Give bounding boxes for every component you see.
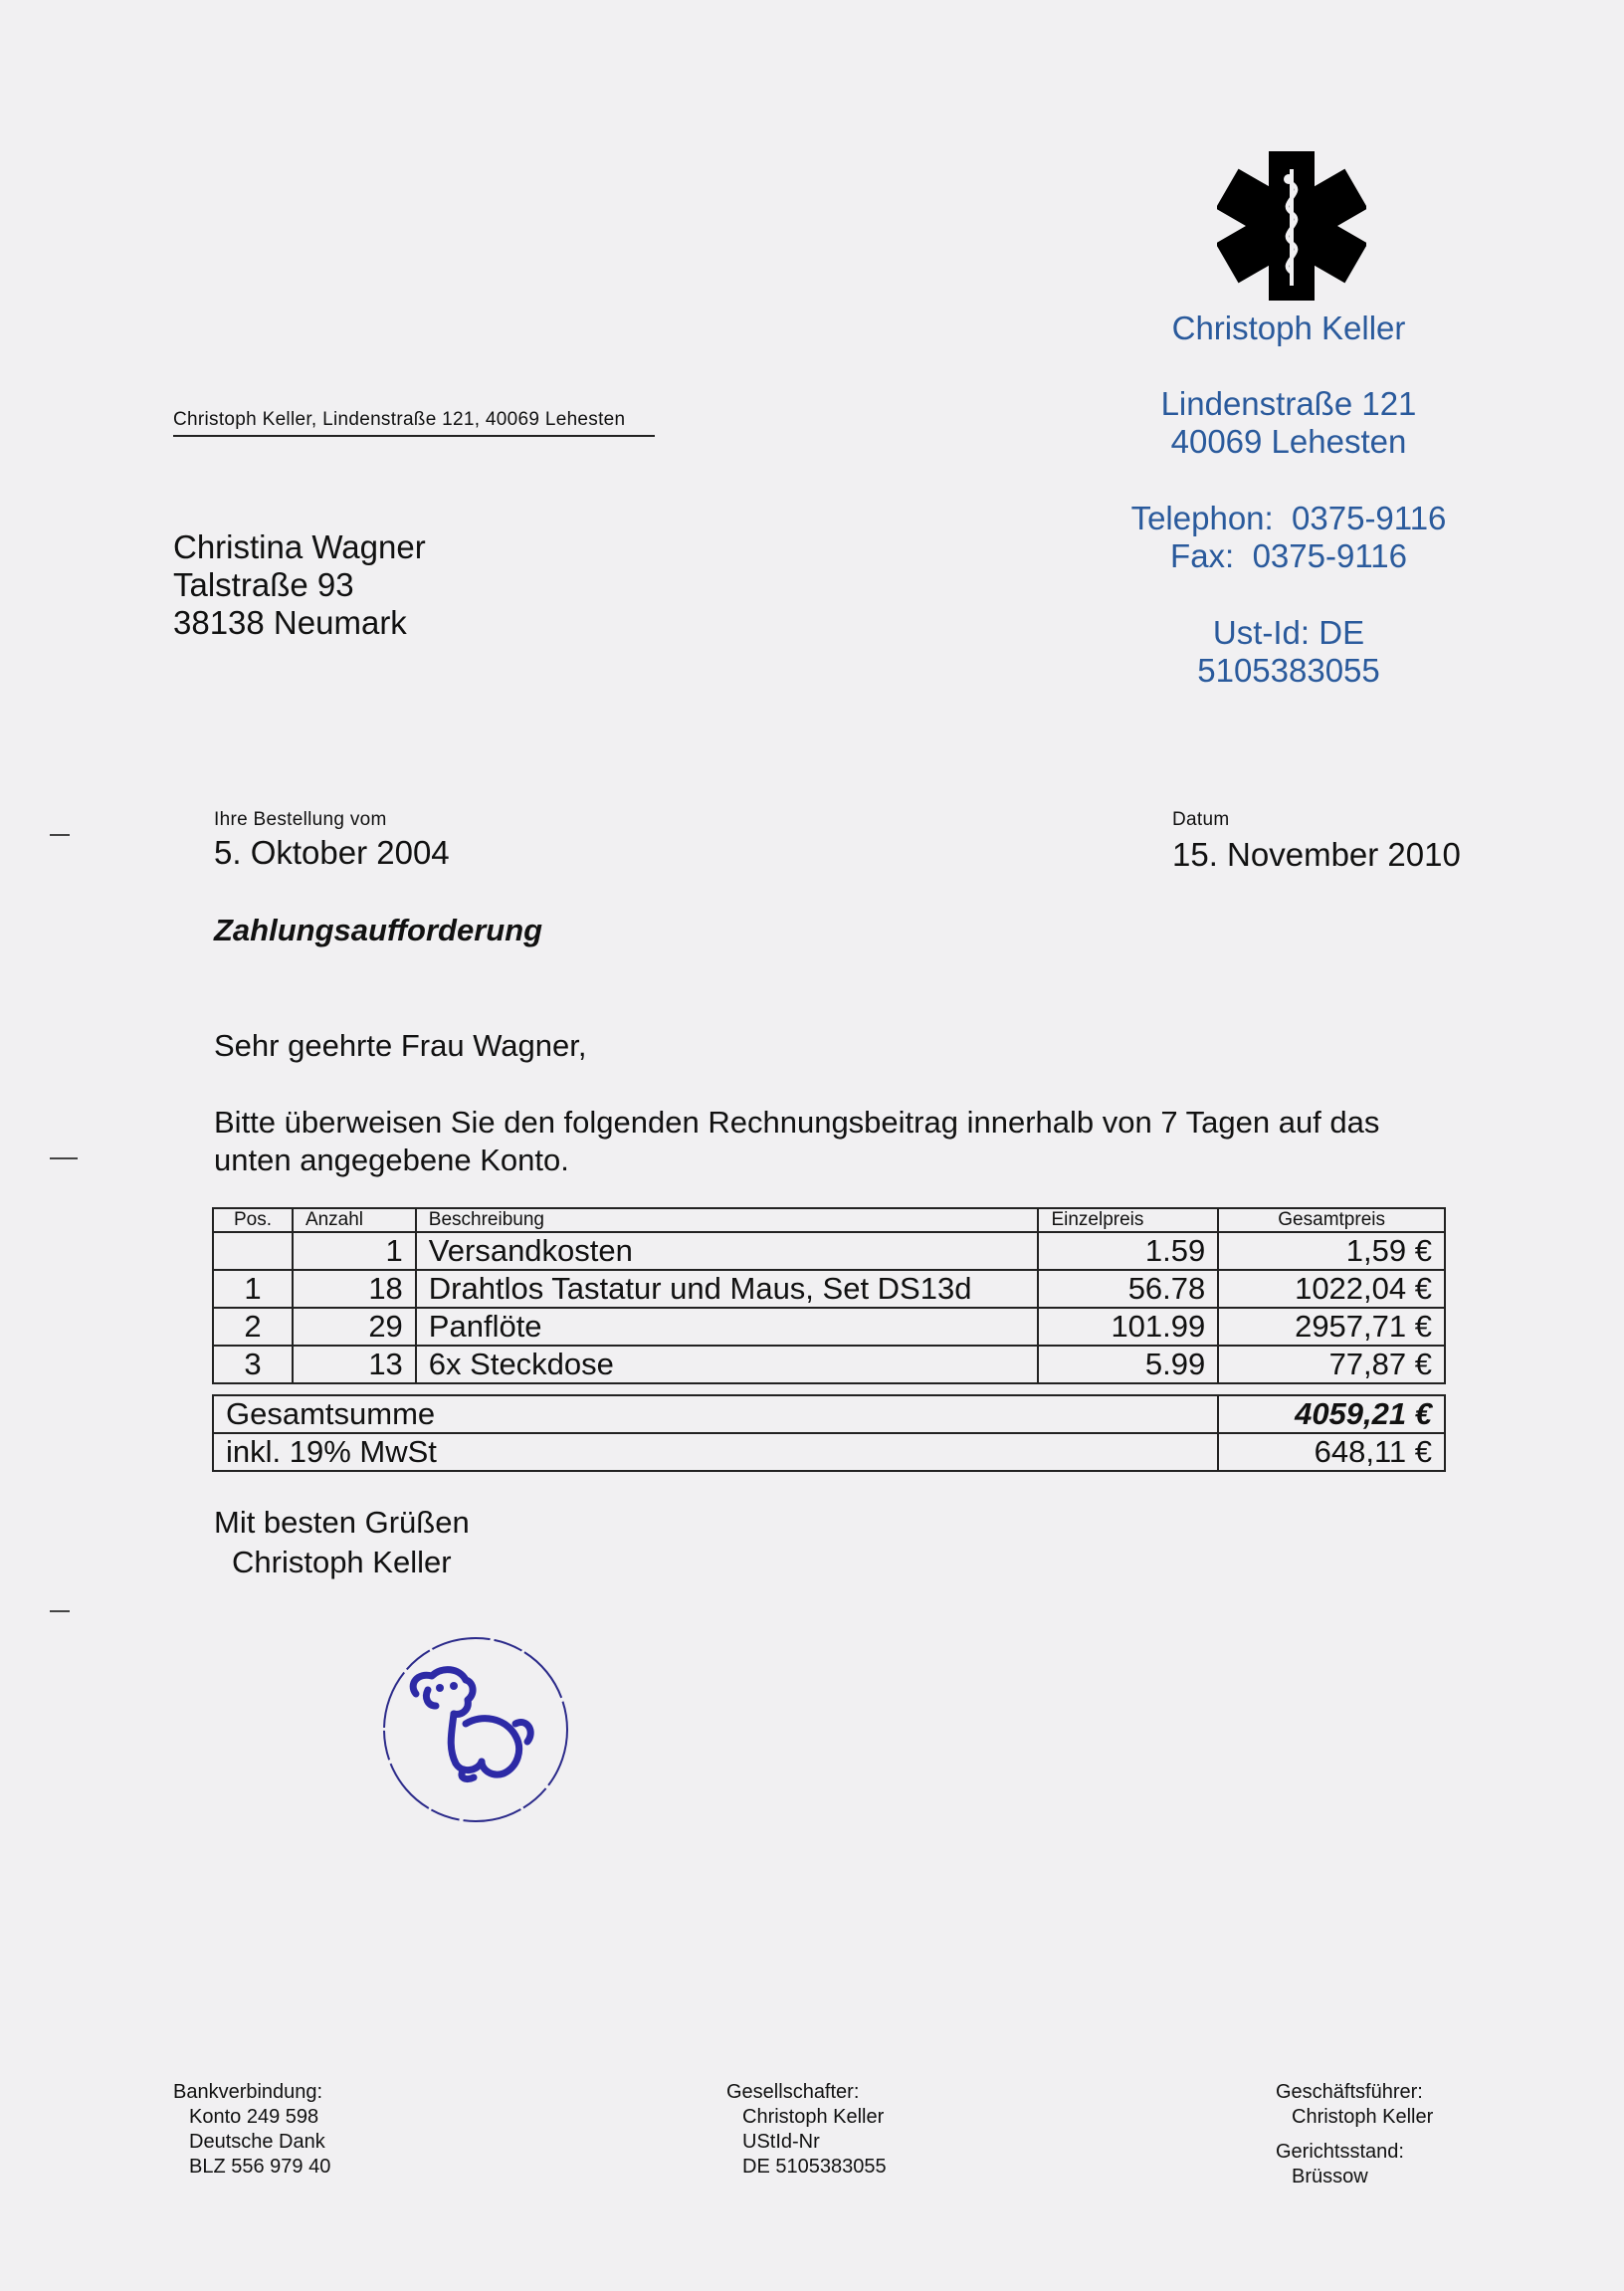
footer-partner-line: Christoph Keller — [742, 2106, 885, 2128]
cell-einzelpreis: 101.99 — [1038, 1308, 1218, 1346]
footer-bank — [173, 2080, 330, 2180]
table-row — [213, 1346, 1445, 1383]
cell-pos: 1 — [213, 1270, 293, 1308]
sender-return-address: Christoph Keller, Lindenstraße 121, 40069 Lehesten — [173, 409, 655, 437]
datum-value: 15. November 2010 — [1172, 836, 1461, 873]
table-row — [213, 1232, 1445, 1270]
letterhead-ustid-label: Ust-Id: DE — [1212, 614, 1365, 651]
letterhead-name: Christoph Keller — [1171, 310, 1406, 346]
recipient-address — [173, 528, 426, 642]
letterhead-phone: Telephon: 0375-9116 — [1130, 500, 1447, 536]
cell-anzahl: 29 — [293, 1308, 416, 1346]
footer-bank-line: Konto 249 598 — [189, 2106, 319, 2128]
body-line: Bitte überweisen Sie den folgenden Rechnungsbeitrag innerhalb von 7 Tagen auf das — [214, 1105, 1380, 1140]
header-pos: Pos. — [213, 1208, 293, 1232]
recipient-city: 38138 Neumark — [173, 604, 407, 641]
footer-partner-line: UStId-Nr — [742, 2131, 820, 2153]
salutation: Sehr geehrte Frau Wagner, — [214, 1028, 587, 1063]
footer-partner-title: Gesellschafter: — [726, 2081, 860, 2103]
cell-anzahl: 1 — [293, 1232, 416, 1270]
cell-beschreibung: Versandkosten — [416, 1232, 1039, 1270]
footer-bank-title: Bankverbindung: — [173, 2081, 323, 2103]
dog-stamp-icon — [378, 1632, 573, 1827]
letterhead-fax: Fax: 0375-9116 — [1170, 537, 1407, 574]
total-value: 4059,21 € — [1218, 1395, 1445, 1433]
order-date-label: Ihre Bestellung vom — [214, 809, 387, 830]
fold-mark — [50, 1610, 70, 1612]
cell-beschreibung: Drahtlos Tastatur und Maus, Set DS13d — [416, 1270, 1039, 1308]
cell-beschreibung: 6x Steckdose — [416, 1346, 1039, 1383]
cell-einzelpreis: 56.78 — [1038, 1270, 1218, 1308]
cell-einzelpreis: 5.99 — [1038, 1346, 1218, 1383]
letterhead-ustid-number: 5105383055 — [1197, 652, 1380, 689]
cell-pos — [213, 1232, 293, 1270]
footer-court-title: Gerichtsstand: — [1276, 2141, 1404, 2163]
vat-value: 648,11 € — [1218, 1433, 1445, 1471]
fold-mark — [50, 1157, 78, 1159]
cell-pos: 2 — [213, 1308, 293, 1346]
header-beschreibung: Beschreibung — [416, 1208, 1039, 1232]
cell-gesamtpreis: 1022,04 € — [1218, 1270, 1445, 1308]
body-line: unten angegebene Konto. — [214, 1143, 569, 1177]
cell-beschreibung: Panflöte — [416, 1308, 1039, 1346]
table-row — [213, 1308, 1445, 1346]
cell-gesamtpreis: 2957,71 € — [1218, 1308, 1445, 1346]
cell-gesamtpreis: 77,87 € — [1218, 1346, 1445, 1383]
total-label: Gesamtsumme — [213, 1395, 1218, 1433]
table-header-row — [213, 1208, 1445, 1232]
footer-partner — [726, 2080, 887, 2180]
footer-manager — [1276, 2080, 1433, 2189]
closing: Mit besten Grüßen — [214, 1505, 470, 1540]
cell-einzelpreis: 1.59 — [1038, 1232, 1218, 1270]
star-of-life-icon — [1217, 151, 1366, 301]
footer-partner-line: DE 5105383055 — [742, 2156, 887, 2178]
cell-anzahl: 13 — [293, 1346, 416, 1383]
totals-table — [212, 1394, 1446, 1472]
letterhead-city: 40069 Lehesten — [1170, 423, 1407, 460]
cell-gesamtpreis: 1,59 € — [1218, 1232, 1445, 1270]
order-date: 5. Oktober 2004 — [214, 834, 450, 871]
header-gesamtpreis: Gesamtpreis — [1218, 1208, 1445, 1232]
letterhead-street: Lindenstraße 121 — [1160, 385, 1417, 422]
footer-bank-line: Deutsche Dank — [189, 2131, 325, 2153]
total-row — [213, 1395, 1445, 1433]
table-row — [213, 1270, 1445, 1308]
header-anzahl: Anzahl — [293, 1208, 416, 1232]
cell-anzahl: 18 — [293, 1270, 416, 1308]
fold-mark — [50, 834, 70, 836]
datum-label: Datum — [1172, 809, 1230, 830]
cell-pos: 3 — [213, 1346, 293, 1383]
footer-manager-title: Geschäftsführer: — [1276, 2081, 1423, 2103]
signer-name: Christoph Keller — [232, 1545, 452, 1579]
recipient-street: Talstraße 93 — [173, 566, 354, 603]
vat-row — [213, 1433, 1445, 1471]
body-text — [214, 1104, 1379, 1179]
vat-label: inkl. 19% MwSt — [213, 1433, 1218, 1471]
header-einzelpreis: Einzelpreis — [1038, 1208, 1218, 1232]
closing-block — [214, 1503, 470, 1582]
footer-court: Brüssow — [1292, 2166, 1368, 2187]
recipient-name: Christina Wagner — [173, 528, 426, 565]
footer-manager-line: Christoph Keller — [1292, 2106, 1434, 2128]
letter-subject: Zahlungsaufforderung — [214, 913, 543, 947]
invoice-table — [212, 1207, 1446, 1384]
footer-bank-line: BLZ 556 979 40 — [189, 2156, 331, 2178]
